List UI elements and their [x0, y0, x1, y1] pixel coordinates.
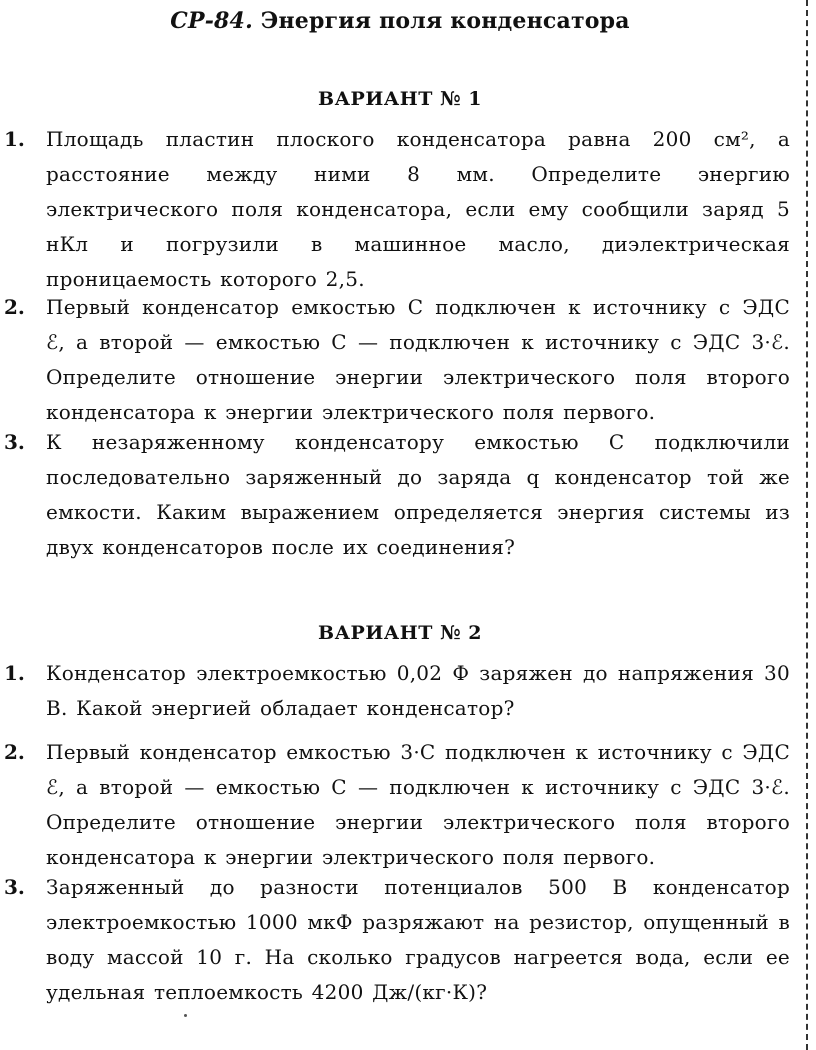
- problem-number: 3.: [4, 875, 25, 899]
- problem-text: Конденсатор электроемкостью 0,02 Ф заряжен до напряжения 30 В. Какой энергией обладает конденсатор?: [46, 661, 790, 720]
- variant-2-heading: ВАРИАНТ № 2: [318, 622, 482, 644]
- variant-1-heading: ВАРИАНТ № 1: [318, 88, 482, 110]
- problem-text: Заряженный до разности потенциалов 500 В конденсатор электроемкостью 1000 мкФ разряжают на резистор, опущенный в воду массой 10 г. На сколько градусов нагреется вода, если ее удельная теплоемкость 4200 Дж/(кг·К)?: [46, 875, 790, 1004]
- problem-number: 1.: [4, 127, 25, 151]
- problem-text: Площадь пластин плоского конденсатора равна 200 см², а расстояние между ними 8 мм. Определите энергию электрического поля конденсатора, если ему сообщили заряд 5 нКл и погрузили в машинное масло, диэлектрическая проницаемость которого 2,5.: [46, 127, 790, 291]
- problem-text: Первый конденсатор емкостью C подключен к источнику с ЭДС ℰ, а второй — емкостью C — подключен к источнику с ЭДС 3·ℰ. Определите отношение энергии электрического поля второго конденсатора к энергии электрического поля первого.: [46, 295, 790, 424]
- title-code: СР-84.: [170, 8, 253, 34]
- problem-number: 2.: [4, 295, 25, 319]
- cut-line: [806, 0, 808, 1050]
- problem-text: Первый конденсатор емкостью 3·C подключен к источнику с ЭДС ℰ, а второй — емкостью C — подключен к источнику с ЭДС 3·ℰ. Определите отношение энергии электрического поля второго конденсатора к энергии электрического поля первого.: [46, 740, 790, 869]
- problem-number: 2.: [4, 740, 25, 764]
- title-text: Энергия поля конденсатора: [260, 8, 630, 34]
- problem-number: 1.: [4, 661, 25, 685]
- problem-number: 3.: [4, 430, 25, 454]
- problem-text: К незаряженному конденсатору емкостью C подключили последовательно заряженный до заряда q конденсатор той же емкости. Каким выражением определяется энергия системы из двух конденсаторов после их соединения?: [46, 430, 790, 559]
- page-title: [0, 8, 800, 34]
- ink-speck: [184, 1014, 187, 1017]
